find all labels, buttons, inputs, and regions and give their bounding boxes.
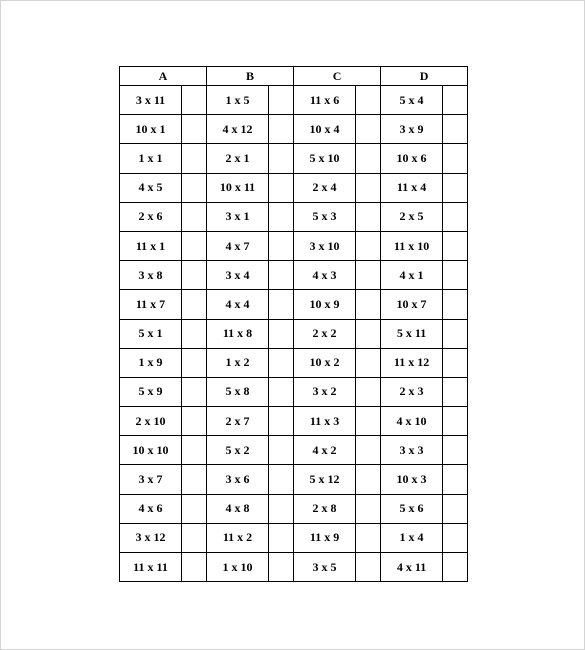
problem-cell-b: 4 x 8 [207,494,269,523]
answer-cell-b [269,348,294,377]
problem-cell-b: 3 x 4 [207,261,269,290]
answer-cell-c [356,436,381,465]
problem-cell-a: 1 x 1 [120,144,182,173]
answer-cell-d [443,494,468,523]
answer-cell-a [182,494,207,523]
table-row [120,377,468,406]
problem-cell-b: 10 x 11 [207,173,269,202]
column-header-a: A [120,67,207,86]
table-row [120,115,468,144]
answer-cell-d [443,115,468,144]
table-row [120,494,468,523]
problem-cell-c: 4 x 2 [294,436,356,465]
problem-cell-d: 11 x 10 [381,231,443,260]
answer-cell-d [443,173,468,202]
answer-cell-a [182,319,207,348]
answer-cell-c [356,377,381,406]
table-row [120,436,468,465]
answer-cell-a [182,231,207,260]
problem-cell-c: 11 x 9 [294,523,356,552]
problem-cell-a: 3 x 11 [120,86,182,115]
problem-cell-d: 3 x 9 [381,115,443,144]
problem-cell-d: 1 x 4 [381,523,443,552]
table-row [120,523,468,552]
answer-cell-d [443,465,468,494]
answer-cell-b [269,144,294,173]
problem-cell-c: 10 x 4 [294,115,356,144]
problem-cell-d: 2 x 5 [381,202,443,231]
answer-cell-b [269,465,294,494]
problem-cell-d: 10 x 7 [381,290,443,319]
answer-cell-c [356,553,381,582]
answer-cell-c [356,173,381,202]
answer-cell-d [443,231,468,260]
answer-cell-c [356,407,381,436]
table-row [120,261,468,290]
column-header-c: C [294,67,381,86]
answer-cell-b [269,290,294,319]
answer-cell-c [356,494,381,523]
answer-cell-d [443,144,468,173]
answer-cell-a [182,290,207,319]
problem-cell-b: 3 x 1 [207,202,269,231]
problem-cell-b: 11 x 8 [207,319,269,348]
problem-cell-b: 1 x 2 [207,348,269,377]
problem-cell-d: 11 x 4 [381,173,443,202]
problem-cell-c: 10 x 2 [294,348,356,377]
problem-cell-b: 1 x 5 [207,86,269,115]
problem-cell-c: 5 x 3 [294,202,356,231]
problem-cell-b: 4 x 4 [207,290,269,319]
table-row [120,553,468,582]
problem-cell-a: 4 x 6 [120,494,182,523]
answer-cell-b [269,115,294,144]
answer-cell-c [356,319,381,348]
answer-cell-d [443,407,468,436]
answer-cell-a [182,202,207,231]
problem-cell-c: 5 x 10 [294,144,356,173]
answer-cell-b [269,494,294,523]
table-row [120,407,468,436]
answer-cell-a [182,465,207,494]
table-row [120,348,468,377]
problem-cell-d: 3 x 3 [381,436,443,465]
problem-cell-c: 3 x 2 [294,377,356,406]
table-row [120,465,468,494]
problem-cell-c: 3 x 5 [294,553,356,582]
table-row [120,319,468,348]
table-body [120,86,468,582]
table-row [120,290,468,319]
answer-cell-a [182,553,207,582]
problem-cell-a: 3 x 12 [120,523,182,552]
answer-cell-a [182,261,207,290]
answer-cell-b [269,202,294,231]
answer-cell-c [356,231,381,260]
answer-cell-c [356,86,381,115]
answer-cell-c [356,202,381,231]
problem-cell-d: 11 x 12 [381,348,443,377]
answer-cell-a [182,377,207,406]
problem-cell-a: 2 x 10 [120,407,182,436]
multiplication-table [119,66,468,582]
answer-cell-c [356,144,381,173]
problem-cell-d: 5 x 11 [381,319,443,348]
answer-cell-b [269,261,294,290]
problem-cell-c: 2 x 8 [294,494,356,523]
answer-cell-d [443,377,468,406]
problem-cell-b: 5 x 2 [207,436,269,465]
problem-cell-b: 5 x 8 [207,377,269,406]
answer-cell-c [356,348,381,377]
table-row [120,173,468,202]
problem-cell-a: 11 x 1 [120,231,182,260]
problem-cell-a: 10 x 1 [120,115,182,144]
problem-cell-d: 5 x 6 [381,494,443,523]
problem-cell-a: 3 x 8 [120,261,182,290]
problem-cell-a: 5 x 9 [120,377,182,406]
problem-cell-d: 4 x 1 [381,261,443,290]
answer-cell-b [269,436,294,465]
problem-cell-b: 2 x 7 [207,407,269,436]
answer-cell-d [443,202,468,231]
table-row [120,231,468,260]
answer-cell-c [356,290,381,319]
answer-cell-d [443,523,468,552]
problem-cell-b: 2 x 1 [207,144,269,173]
answer-cell-b [269,173,294,202]
problem-cell-b: 1 x 10 [207,553,269,582]
problem-cell-d: 4 x 11 [381,553,443,582]
problem-cell-c: 2 x 2 [294,319,356,348]
problem-cell-c: 2 x 4 [294,173,356,202]
answer-cell-b [269,553,294,582]
answer-cell-d [443,86,468,115]
column-header-b: B [207,67,294,86]
problem-cell-c: 5 x 12 [294,465,356,494]
header-row [120,67,468,86]
answer-cell-a [182,144,207,173]
answer-cell-b [269,407,294,436]
answer-cell-a [182,348,207,377]
problem-cell-b: 11 x 2 [207,523,269,552]
problem-cell-d: 4 x 10 [381,407,443,436]
answer-cell-a [182,86,207,115]
answer-cell-d [443,348,468,377]
problem-cell-c: 11 x 6 [294,86,356,115]
problem-cell-a: 3 x 7 [120,465,182,494]
answer-cell-b [269,231,294,260]
answer-cell-c [356,115,381,144]
answer-cell-c [356,465,381,494]
problem-cell-a: 1 x 9 [120,348,182,377]
problem-cell-b: 4 x 7 [207,231,269,260]
answer-cell-a [182,407,207,436]
problem-cell-c: 4 x 3 [294,261,356,290]
answer-cell-a [182,173,207,202]
answer-cell-d [443,261,468,290]
answer-cell-b [269,523,294,552]
problem-cell-a: 2 x 6 [120,202,182,231]
problem-cell-b: 3 x 6 [207,465,269,494]
problem-cell-c: 10 x 9 [294,290,356,319]
answer-cell-d [443,436,468,465]
answer-cell-b [269,377,294,406]
problem-cell-d: 5 x 4 [381,86,443,115]
problem-cell-c: 11 x 3 [294,407,356,436]
answer-cell-c [356,523,381,552]
answer-cell-d [443,553,468,582]
answer-cell-a [182,436,207,465]
problem-cell-d: 2 x 3 [381,377,443,406]
table-row [120,202,468,231]
problem-cell-a: 11 x 7 [120,290,182,319]
problem-cell-c: 3 x 10 [294,231,356,260]
answer-cell-a [182,115,207,144]
problem-cell-b: 4 x 12 [207,115,269,144]
table-row [120,86,468,115]
problem-cell-d: 10 x 3 [381,465,443,494]
column-header-d: D [381,67,468,86]
answer-cell-b [269,86,294,115]
problem-cell-a: 4 x 5 [120,173,182,202]
answer-cell-b [269,319,294,348]
answer-cell-d [443,290,468,319]
problem-cell-a: 10 x 10 [120,436,182,465]
answer-cell-c [356,261,381,290]
answer-cell-a [182,523,207,552]
problem-cell-d: 10 x 6 [381,144,443,173]
problem-cell-a: 5 x 1 [120,319,182,348]
answer-cell-d [443,319,468,348]
table-row [120,144,468,173]
problem-cell-a: 11 x 11 [120,553,182,582]
